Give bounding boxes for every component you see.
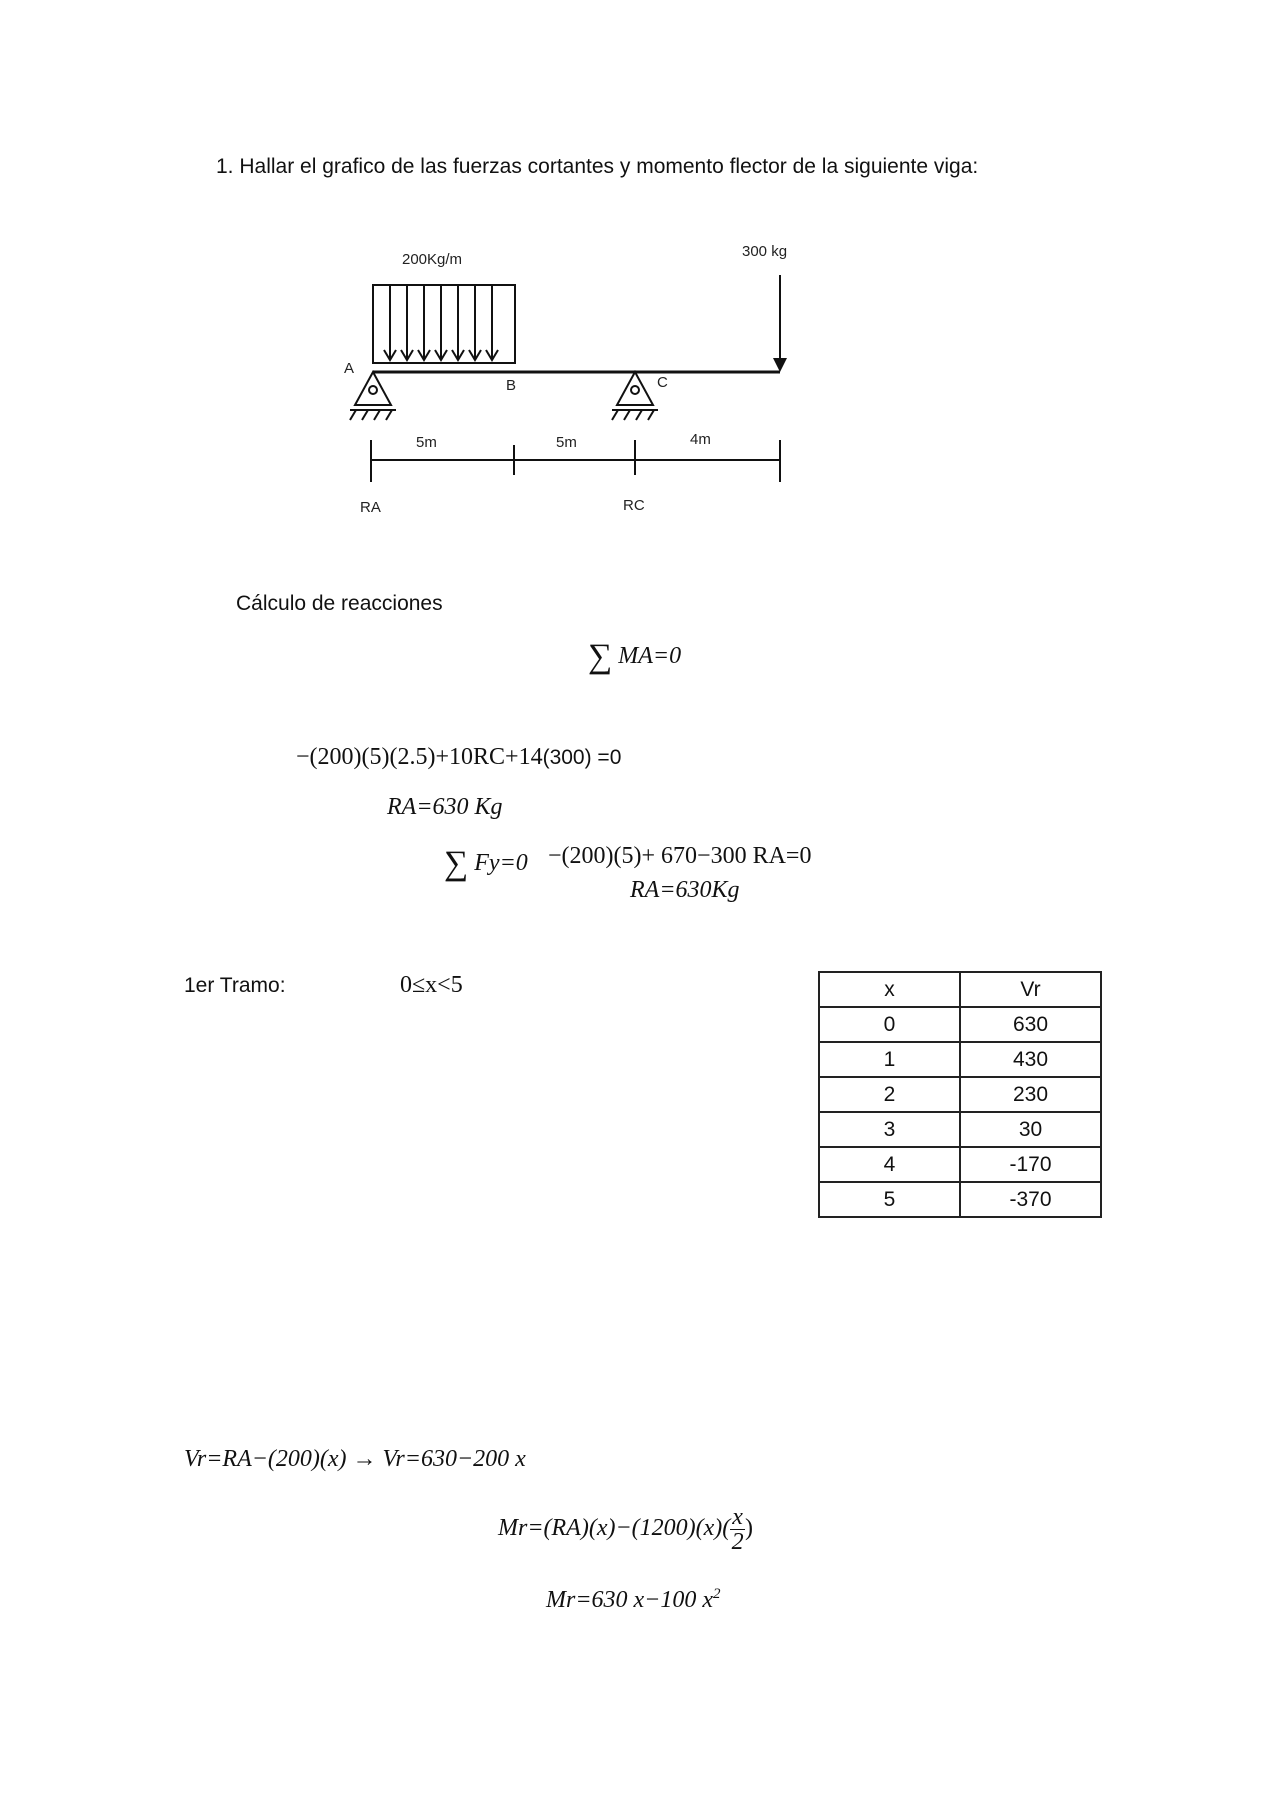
sum-moments-text: MA=0 bbox=[618, 643, 682, 669]
point-c-label: C bbox=[657, 374, 668, 391]
table-cell: 0 bbox=[819, 1007, 960, 1042]
table-cell: 630 bbox=[960, 1007, 1101, 1042]
distributed-load-arrows bbox=[384, 285, 498, 360]
sigma-symbol: ∑ bbox=[588, 638, 613, 675]
point-b-label: B bbox=[506, 377, 517, 394]
table-cell: 3 bbox=[819, 1112, 960, 1147]
problem-statement bbox=[216, 155, 978, 179]
fraction-numerator: x bbox=[732, 1504, 743, 1530]
table-row bbox=[819, 1007, 1101, 1042]
ra-result-2: RA=630Kg bbox=[630, 877, 740, 903]
sum-fy-eq bbox=[444, 845, 528, 883]
sum-moments-eq bbox=[588, 638, 681, 676]
table-row bbox=[819, 1042, 1101, 1077]
problem-number: 1. bbox=[216, 155, 234, 178]
sum-fy-lhs: Fy=0 bbox=[474, 850, 528, 876]
reaction-a-label: RA bbox=[360, 499, 381, 516]
tramo-label: 1er Tramo: bbox=[184, 974, 286, 997]
moment-eq-tail: (300) =0 bbox=[542, 746, 622, 769]
support-a bbox=[350, 372, 396, 420]
reactions-heading: Cálculo de reacciones bbox=[236, 592, 443, 615]
sigma-symbol: ∑ bbox=[444, 845, 469, 882]
moment-eq-lhs: −(200)(5)(2.5)+10RC+14 bbox=[296, 744, 543, 770]
table-cell: -370 bbox=[960, 1182, 1101, 1217]
table-cell: 30 bbox=[960, 1112, 1101, 1147]
table-cell: -170 bbox=[960, 1147, 1101, 1182]
span-ab-label: 5m bbox=[416, 434, 437, 451]
table-header-x: x bbox=[819, 972, 960, 1007]
support-c bbox=[612, 372, 658, 420]
shear-table bbox=[818, 971, 1102, 1218]
table-cell: 230 bbox=[960, 1077, 1101, 1112]
table-row bbox=[819, 1182, 1101, 1217]
table-cell: 4 bbox=[819, 1147, 960, 1182]
ra-result-1: RA=630 Kg bbox=[387, 794, 503, 820]
span-bc-label: 5m bbox=[556, 434, 577, 451]
moment-equation bbox=[296, 744, 621, 771]
table-cell: 430 bbox=[960, 1042, 1101, 1077]
moment-eq-lhs: Mr=(RA)(x)−(1200)(x)( bbox=[498, 1515, 731, 1542]
tramo-range: 0≤x<5 bbox=[400, 972, 463, 998]
point-a-label: A bbox=[344, 360, 355, 377]
table-cell: 5 bbox=[819, 1182, 960, 1217]
moment-eq-close: ) bbox=[744, 1515, 753, 1542]
shear-equation: Vr=RA−(200)(x) → Vr=630−200 x bbox=[184, 1446, 526, 1472]
table-row bbox=[819, 1077, 1101, 1112]
table-row bbox=[819, 1147, 1101, 1182]
beam-diagram bbox=[330, 230, 810, 530]
table-header-vr: Vr bbox=[960, 972, 1101, 1007]
moment-exponent: 2 bbox=[713, 1586, 721, 1602]
sum-fy-rhs: −(200)(5)+ 670−300 RA=0 bbox=[548, 843, 812, 869]
point-load-label: 300 kg bbox=[742, 243, 788, 260]
moment-simplified bbox=[546, 1586, 721, 1614]
fraction-denominator: 2 bbox=[731, 1529, 744, 1555]
span-c-end-label: 4m bbox=[690, 431, 711, 448]
distributed-load-label: 200Kg/m bbox=[402, 251, 463, 268]
table-cell: 2 bbox=[819, 1077, 960, 1112]
moment-simplified-text: Mr=630 x−100 x bbox=[546, 1587, 714, 1613]
table-cell: 1 bbox=[819, 1042, 960, 1077]
moment-equation-full bbox=[498, 1505, 753, 1554]
table-header-row bbox=[819, 972, 1101, 1007]
reaction-c-label: RC bbox=[623, 497, 645, 514]
table-row bbox=[819, 1112, 1101, 1147]
x-over-2-fraction bbox=[730, 1505, 745, 1554]
problem-text: Hallar el grafico de las fuerzas cortantes y momento flector de la siguiente viga: bbox=[239, 155, 979, 178]
